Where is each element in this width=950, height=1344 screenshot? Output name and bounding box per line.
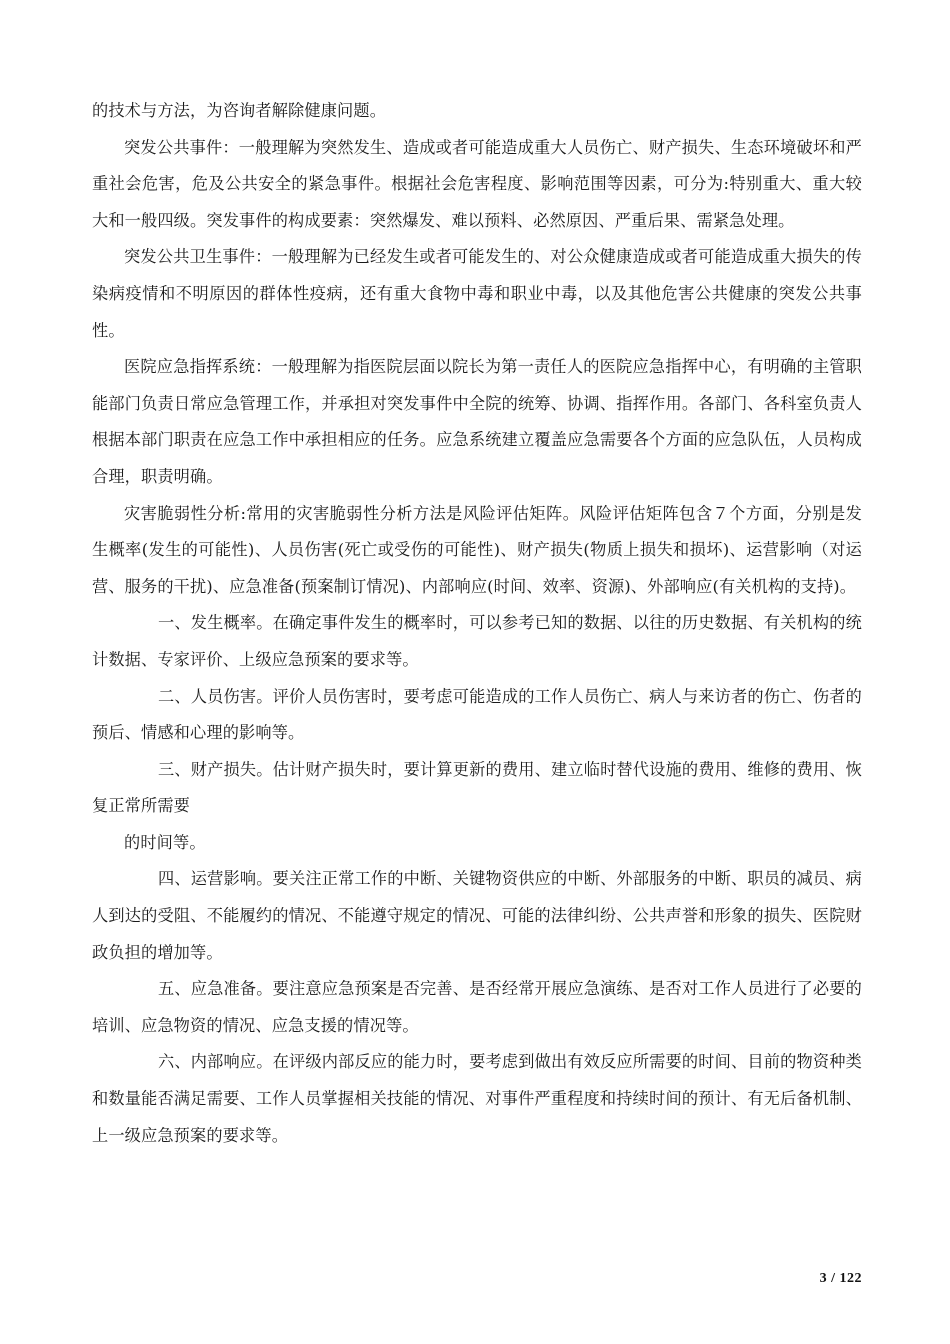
paragraph-item-probability: 一、发生概率。在确定事件发生的概率时，可以参考已知的数据、以往的历史数据、有关机构的统计数据、专家评价、上级应急预案的要求等。 <box>92 613 862 669</box>
paragraph-item-personnel-injury: 二、人员伤害。评价人员伤害时，要考虑可能造成的工作人员伤亡、病人与来访者的伤亡、伤者的预后、情感和心理的影响等。 <box>92 686 862 743</box>
paragraph-public-emergency: 突发公共事件：一般理解为突然发生、造成或者可能造成重大人员伤亡、财产损失、生态环境破坏和严重社会危害，危及公共安全的紧急事件。根据社会危害程度、影响范围等因素，可分为:特别重大、重大较大和一般四级。突发事件的构成要素：突然爆发、难以预料、必然原因、严重后果、需紧急处理。 <box>92 137 862 230</box>
paragraph-item-operations-impact: 四、运营影响。要关注正常工作的中断、关键物资供应的中断、外部服务的中断、职员的减员、病人到达的受阻、不能履约的情况、不能遵守规定的情况、可能的法律纠纷、公共声誉和形象的损失、医院财政负担的增加等。 <box>92 869 862 962</box>
paragraph-item-preparedness: 五、应急准备。要注意应急预案是否完善、是否经常开展应急演练、是否对工作人员进行了必要的培训、应急物资的情况、应急支援的情况等。 <box>92 979 862 1035</box>
document-body <box>92 93 862 1154</box>
paragraph-item-internal-response: 六、内部响应。在评级内部反应的能力时，要考虑到做出有效反应所需要的时间、目前的物资种类和数量能否满足需要、工作人员掌握相关技能的情况、对事件严重程度和持续时间的预计、有无后备机制、上一级应急预案的要求等。 <box>92 1052 862 1145</box>
paragraph-public-health-emergency: 突发公共卫生事件：一般理解为已经发生或者可能发生的、对公众健康造成或者可能造成重大损失的传染病疫情和不明原因的群体性疫病，还有重大食物中毒和职业中毒，以及其他危害公共健康的突发公共事性。 <box>92 247 862 340</box>
paragraph-vulnerability-analysis: 灾害脆弱性分析:常用的灾害脆弱性分析方法是风险评估矩阵。风险评估矩阵包含７个方面，分别是发生概率(发生的可能性)、人员伤害(死亡或受伤的可能性)、财产损失(物质上损失和损坏)、运营影响（对运营、服务的干扰)、应急准备(预案制订情况)、内部响应(时间、效率、资源)、外部响应(有关机构的支持)。 <box>92 503 862 596</box>
page-number: 3 / 122 <box>819 1271 862 1286</box>
paragraph-item-property-loss-tail: 的时间等。 <box>124 832 206 852</box>
paragraph-hospital-command-system: 医院应急指挥系统：一般理解为指医院层面以院长为第一责任人的医院应急指挥中心，有明确的主管职能部门负责日常应急管理工作，并承担对突发事件中全院的统筹、协调、指挥作用。各部门、各科室负责人根据本部门职责在应急工作中承担相应的任务。应急系统建立覆盖应急需要各个方面的应急队伍，人员构成合理，职责明确。 <box>92 357 862 486</box>
paragraph-item-property-loss: 三、财产损失。估计财产损失时，要计算更新的费用、建立临时替代设施的费用、维修的费用、恢复正常所需要 <box>92 759 862 816</box>
paragraph-continuation: 的技术与方法，为咨询者解除健康问题。 <box>92 101 387 120</box>
